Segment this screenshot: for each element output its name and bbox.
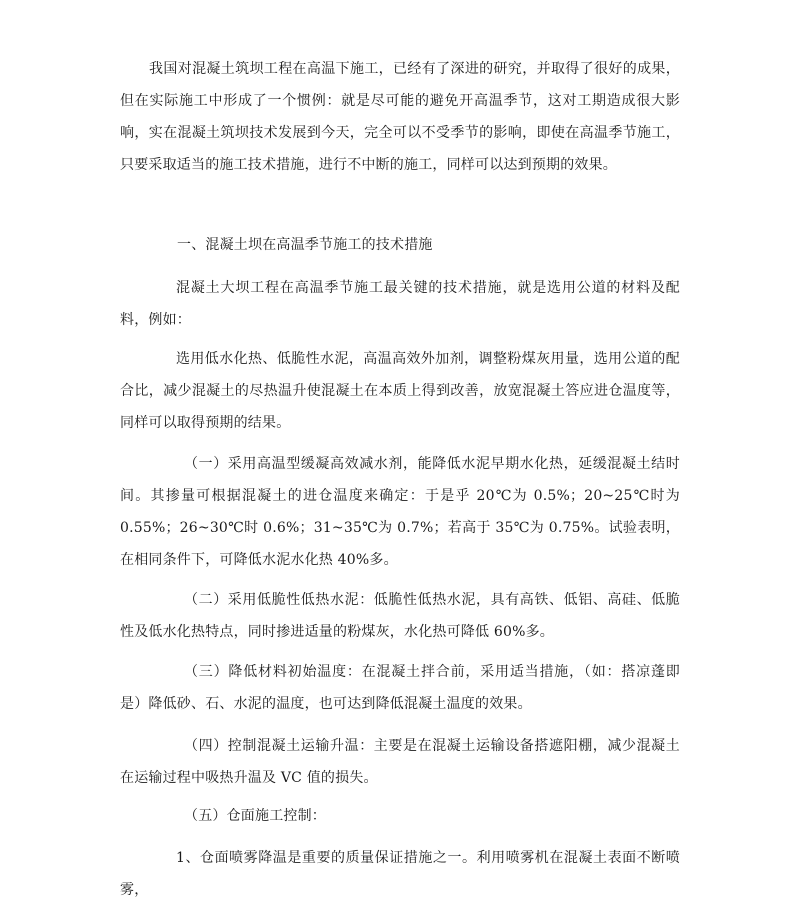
paragraph-item-3: （三）降低材料初始温度：在混凝土拌合前，采用适当措施，（如：搭凉蓬即是）降低砂、石、水泥的温度，也可达到降低混凝土温度的效果。 xyxy=(120,664,680,712)
paragraph-item-5: （五）仓面施工控制： xyxy=(184,808,326,824)
section-heading: 一、混凝土坝在高温季节施工的技术措施 xyxy=(177,237,433,253)
paragraph-subitem-1: 1、仓面喷雾降温是重要的质量保证措施之一。利用喷雾机在混凝土表面不断喷雾， xyxy=(120,850,680,898)
paragraph-item-1: （一）采用高温型缓凝高效减水剂，能降低水泥早期水化热，延缓混凝土结时间。其掺量可根据混凝土的进仓温度来确定：于是乎 20℃为 0.5%；20~25℃时为 0.55%；26~30℃时 0.6%；31~35℃为 0.7%；若高于 35℃为 0.75%。试验表明，在相同条件下，可降低水泥水化热 40%多。 xyxy=(120,456,680,568)
intro-paragraph: 我国对混凝土筑坝工程在高温下施工，已经有了深进的研究，并取得了很好的成果，但在实际施工中形成了一个惯例：就是尽可能的避免开高温季节，这对工期造成很大影响，实在混凝土筑坝技术发展到今天，完全可以不受季节的影响，即使在高温季节施工，只要采取适当的施工技术措施，进行不中断的施工，同样可以达到预期的效果。 xyxy=(120,61,680,173)
paragraph-material-selection: 选用低水化热、低脆性水泥，高温高效外加剂，调整粉煤灰用量，选用公道的配合比，减少混凝土的尽热温升使混凝土在本质上得到改善，放宽混凝土答应进仓温度等，同样可以取得预期的结果。 xyxy=(120,351,680,431)
paragraph-item-4: （四）控制混凝土运输升温：主要是在混凝土运输设备搭遮阳棚，减少混凝土在运输过程中吸热升温及 VC 值的损失。 xyxy=(120,738,680,786)
paragraph-item-2: （二）采用低脆性低热水泥：低脆性低热水泥，具有高铁、低铝、高硅、低脆性及低水化热特点，同时掺进适量的粉煤灰，水化热可降低 60%多。 xyxy=(120,592,680,640)
paragraph-key-measures: 混凝土大坝工程在高温季节施工最关键的技术措施，就是选用公道的材料及配料，例如： xyxy=(120,280,680,328)
